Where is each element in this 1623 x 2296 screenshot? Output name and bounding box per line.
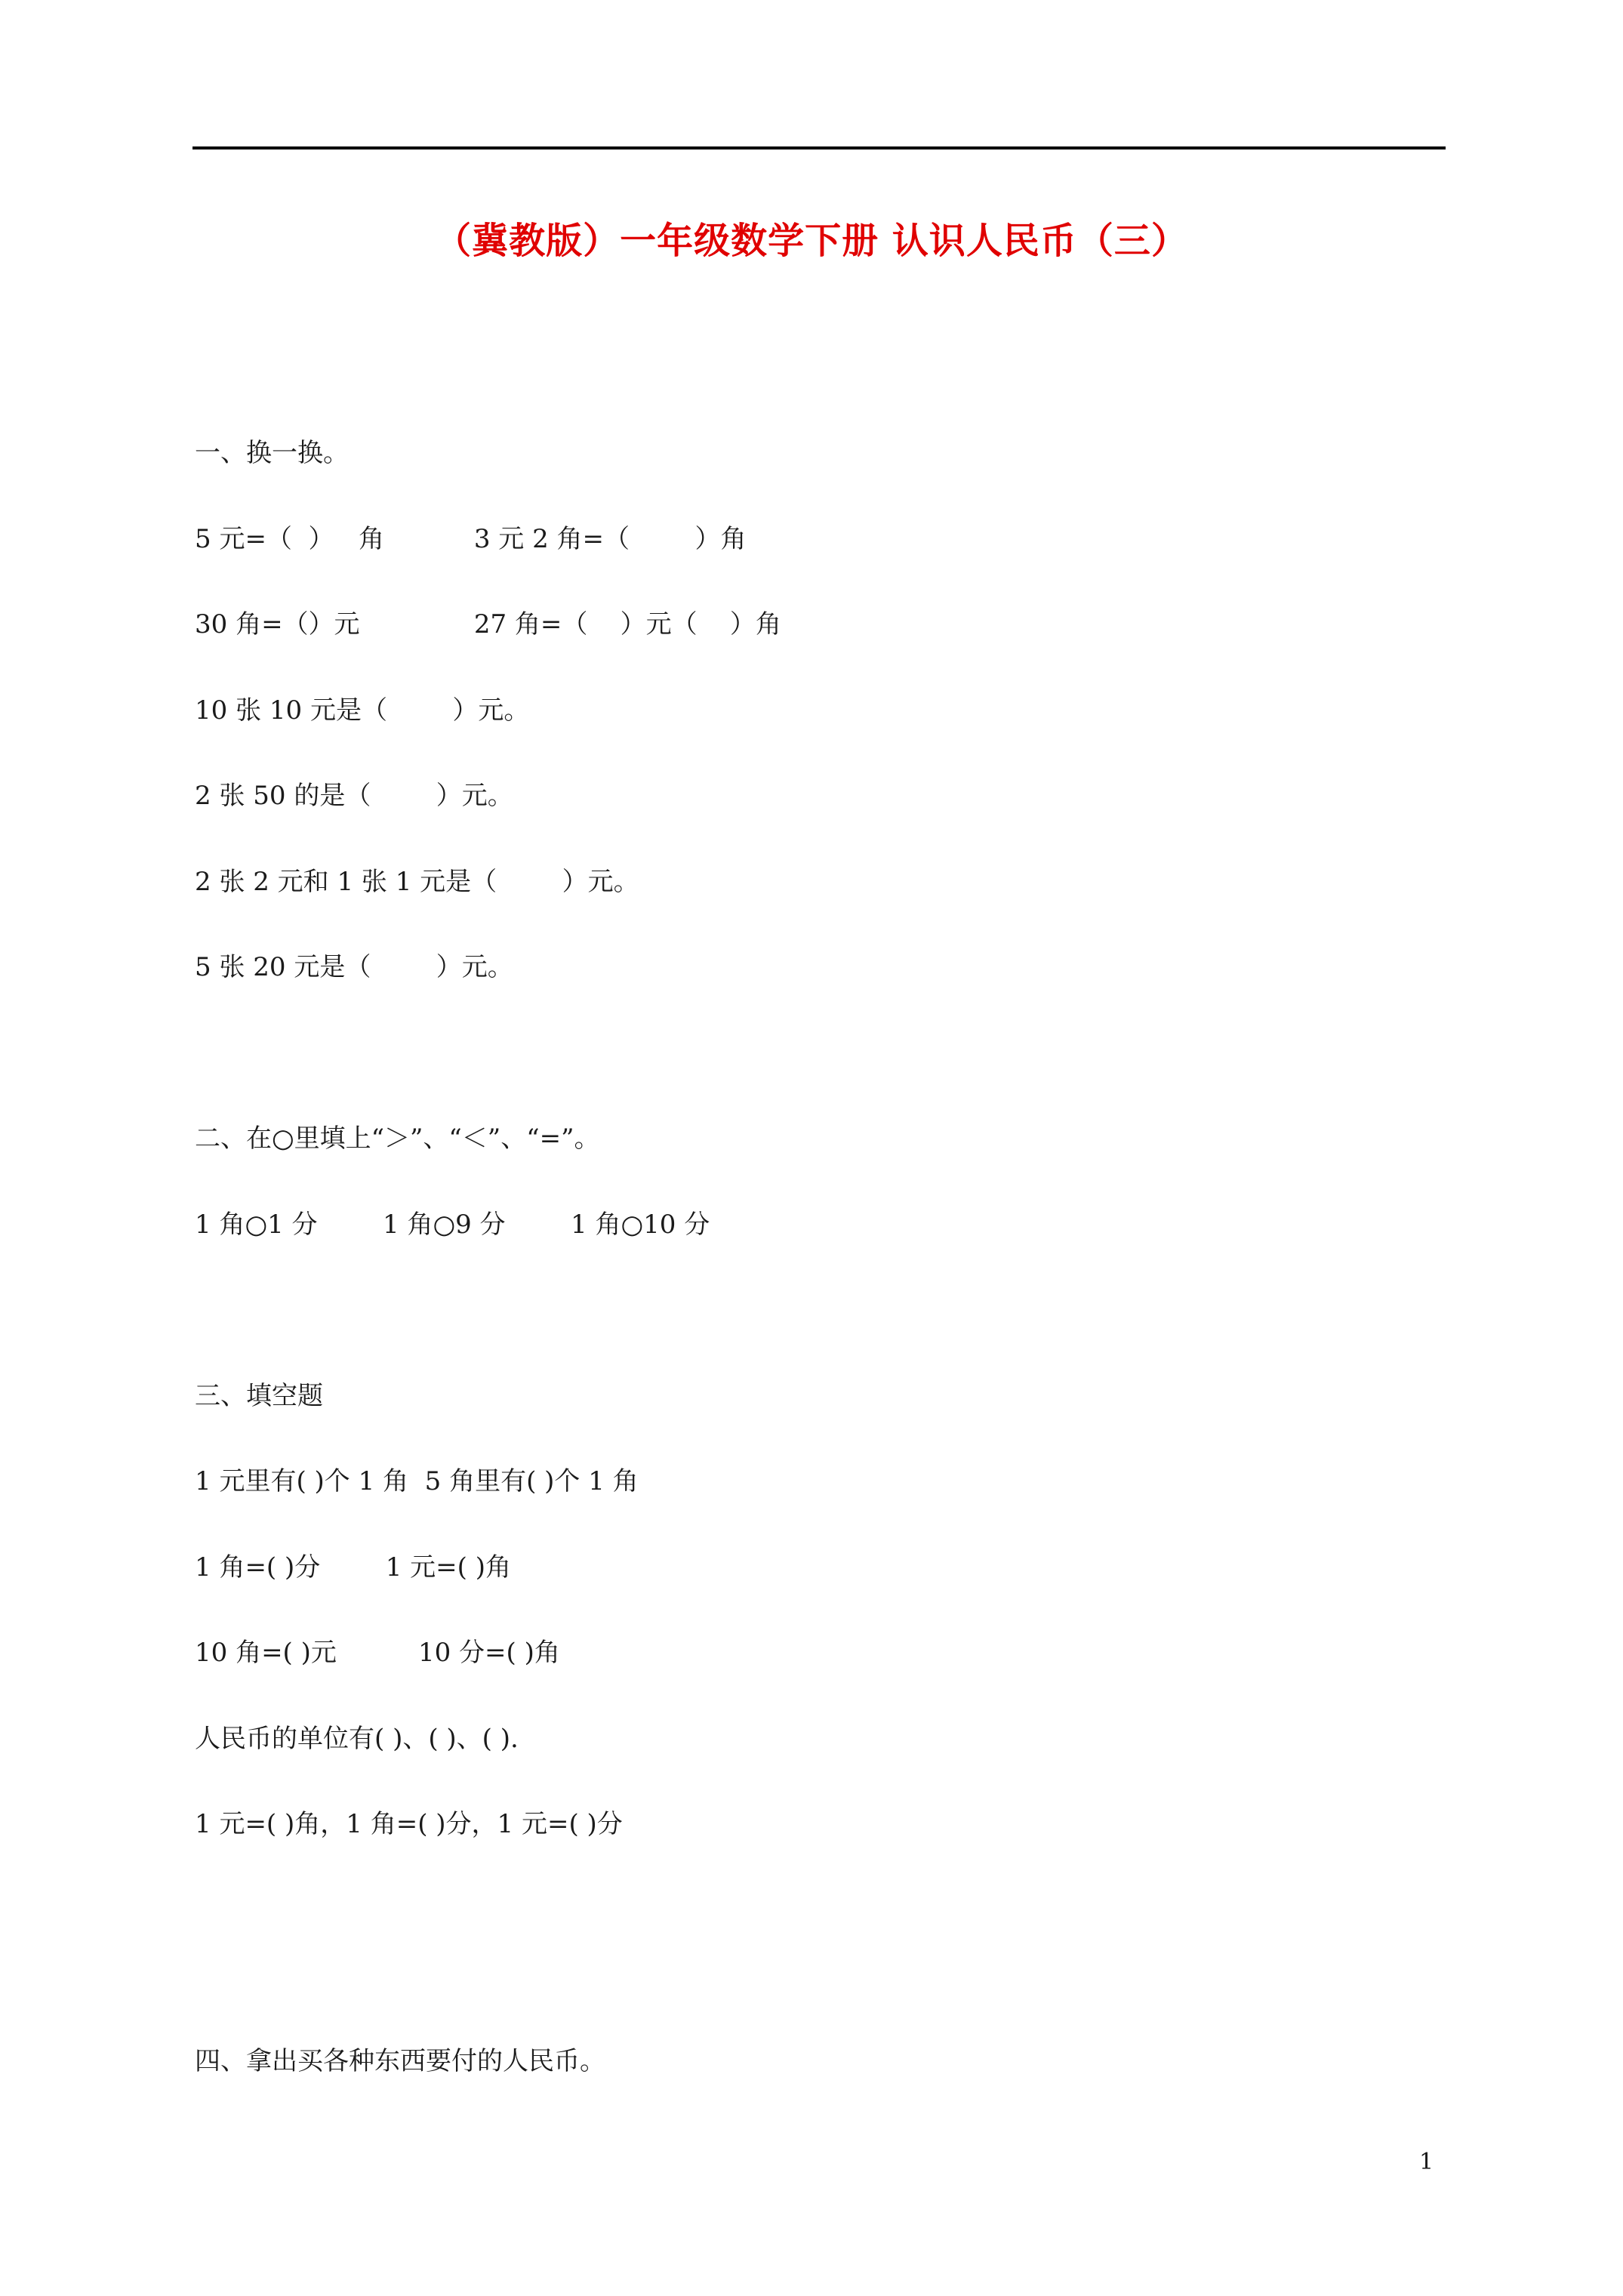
- exercise-line: 5 元=（ ） 角 3 元 2 角=（ ）角: [195, 524, 747, 554]
- section-heading-fill-blank: 三、填空题: [195, 1381, 323, 1411]
- exercise-line: 10 角=( )元 10 分=( )角: [195, 1638, 560, 1668]
- exercise-line: 10 张 10 元是（ ）元。: [195, 695, 530, 726]
- exercise-line: 2 张 50 的是（ ）元。: [195, 781, 513, 811]
- exercise-line: 2 张 2 元和 1 张 1 元是（ ）元。: [195, 867, 639, 897]
- section-heading-exchange: 一、换一换。: [195, 438, 349, 468]
- section-heading-compare: 二、在○里填上“＞”、“＜”、“=”。: [195, 1123, 600, 1154]
- exercise-line: 1 元里有( )个 1 角 5 角里有( )个 1 角: [195, 1466, 639, 1496]
- exercise-line: 1 元=( )角，1 角=( )分，1 元=( )分: [195, 1809, 623, 1839]
- page-title: （冀教版）一年级数学下册 认识人民币（三）: [435, 220, 1188, 262]
- exercise-line: 人民币的单位有( )、( )、( ).: [195, 1724, 519, 1754]
- section-heading-payment: 四、拿出买各种东西要付的人民币。: [195, 2046, 605, 2076]
- exercise-line: 5 张 20 元是（ ）元。: [195, 952, 513, 982]
- exercise-line: 30 角=（）元 27 角=（ ）元（ ）角: [195, 609, 781, 639]
- header-rule: [192, 146, 1446, 149]
- exercise-line: 1 角○1 分 1 角○9 分 1 角○10 分: [195, 1210, 710, 1240]
- page-number: 1: [1419, 2149, 1434, 2175]
- exercise-line: 1 角=( )分 1 元=( )角: [195, 1552, 511, 1583]
